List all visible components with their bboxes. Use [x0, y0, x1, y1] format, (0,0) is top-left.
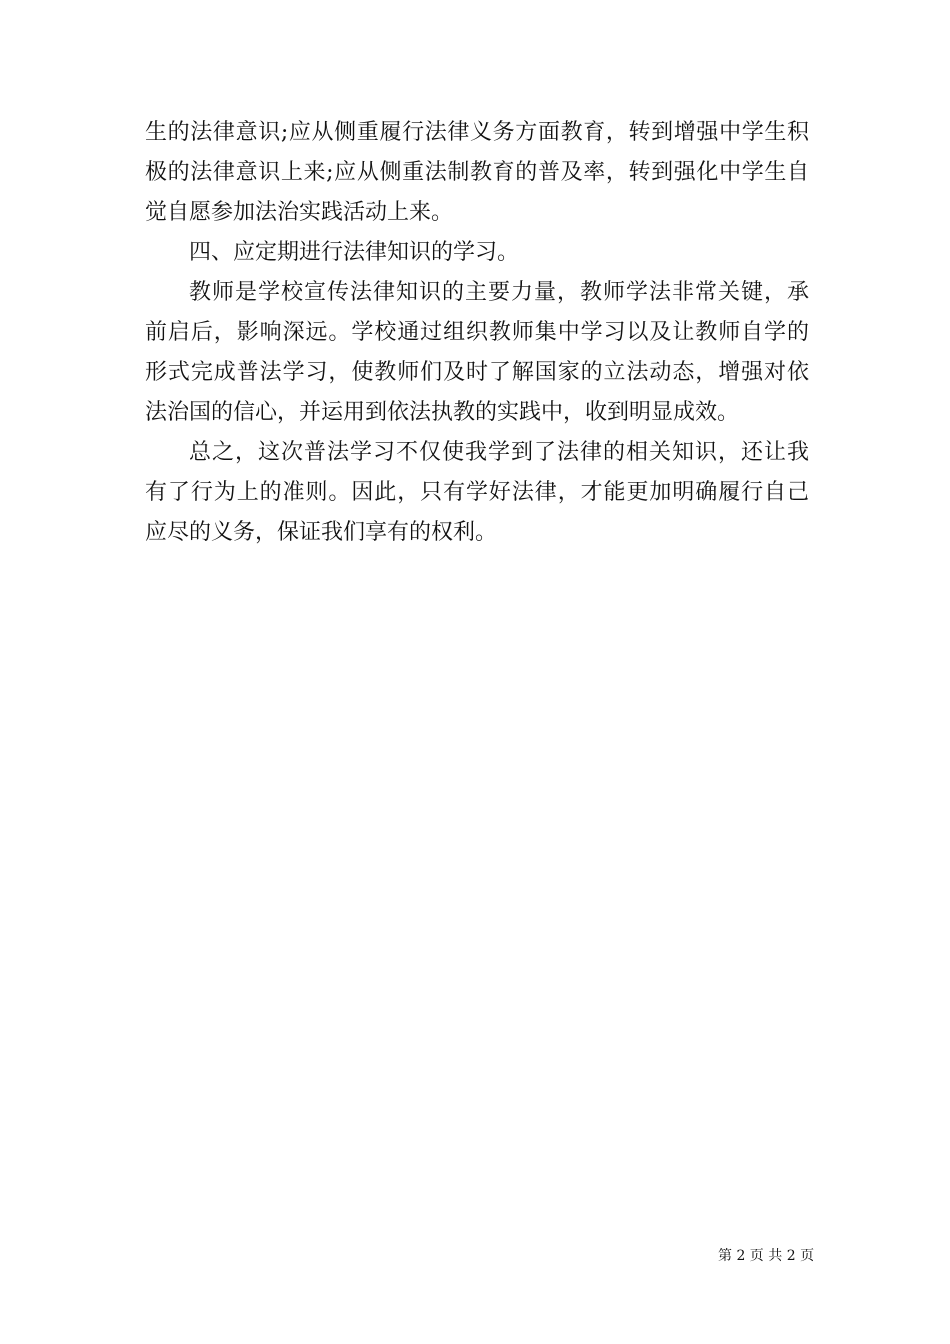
document-body [145, 113, 809, 553]
page-number: 第 2 页 共 2 页 [718, 1248, 815, 1264]
section-heading [145, 233, 809, 273]
text-line: 应尽的义务，保证我们享有的权利。 [145, 520, 498, 545]
text-line: 总之，这次普法学习不仅使我学到了法律的相关知识，还让我 [189, 440, 809, 465]
text-line: 法治国的信心，并运用到依法执教的实践中，收到明显成效。 [145, 400, 740, 425]
paragraph [145, 273, 809, 433]
text-line: 前启后，影响深远。学校通过组织教师集中学习以及让教师自学的 [145, 320, 809, 345]
text-line: 形式完成普法学习，使教师们及时了解国家的立法动态，增强对依 [145, 360, 809, 385]
text-line: 觉自愿参加法治实践活动上来。 [145, 200, 454, 225]
text-line: 教师是学校宣传法律知识的主要力量，教师学法非常关键，承 [189, 280, 809, 305]
text-line: 生的法律意识;应从侧重履行法律义务方面教育，转到增强中学生积 [145, 120, 809, 145]
paragraph [145, 433, 809, 553]
text-line: 极的法律意识上来;应从侧重法制教育的普及率，转到强化中学生自 [145, 160, 809, 185]
heading-line: 四、应定期进行法律知识的学习。 [189, 240, 520, 265]
text-line: 有了行为上的准则。因此，只有学好法律，才能更加明确履行自己 [145, 480, 809, 505]
paragraph [145, 113, 809, 233]
